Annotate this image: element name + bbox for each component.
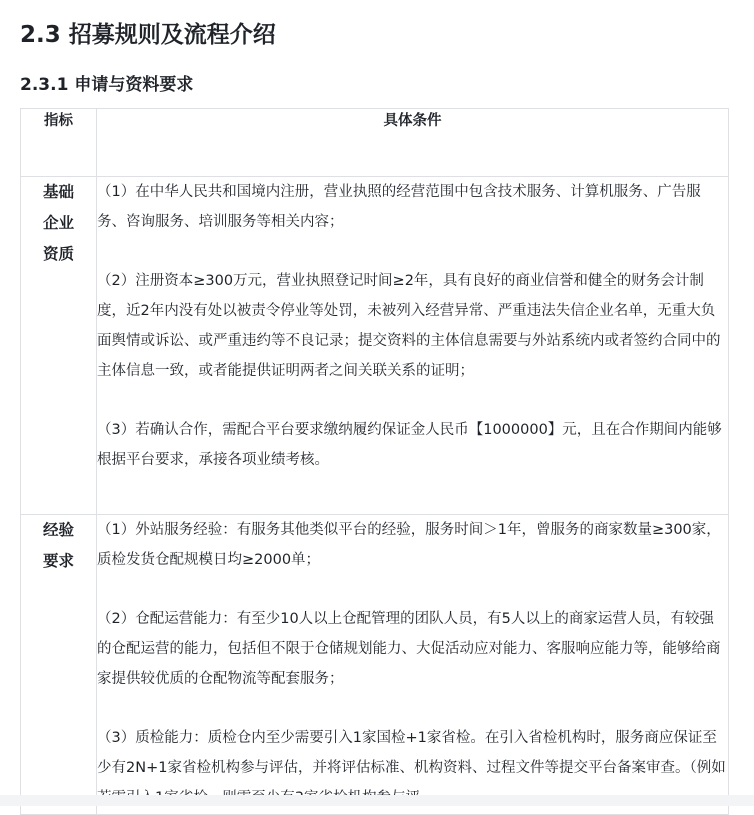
condition-item: （3）质检能力：质检仓内至少需要引入1家国检+1家省检。在引入省检机构时，服务商应保证至少有2N+1家省检机构参与评估，并将评估标准、机构资料、过程文件等提交平台备案审查。（例如 xyxy=(97,730,726,776)
section-title: 2.3 招募规则及流程介绍 xyxy=(20,22,276,48)
row-label-basic-qualification xyxy=(21,177,97,515)
condition-item: （1）在中华人民共和国境内注册，营业执照的经营范围中包含技术服务、计算机服务、广告服务、咨询服务、培训服务等相关内容； xyxy=(97,184,701,230)
table-row xyxy=(21,177,729,515)
row-label-line: 企业 xyxy=(42,214,74,232)
row-content-experience xyxy=(97,515,729,815)
row-label-line: 资质 xyxy=(42,245,74,263)
row-label-line: 要求 xyxy=(42,552,74,570)
condition-item: （1）外站服务经验：有服务其他类似平台的经验，服务时间＞1年，曾服务的商家数量≥300家，质检发货仓配规模日均≥2000单； xyxy=(97,522,721,568)
table-header-row xyxy=(21,109,729,177)
header-condition: 具体条件 xyxy=(97,109,729,177)
condition-item: （2）仓配运营能力：有至少10人以上仓配管理的团队人员，有5人以上的商家运营人员，有较强的仓配运营的能力，包括但不限于仓储规划能力、大促活动应对能力、客服响应能力等，能够给商家提供较优质的仓配物流等配套服务； xyxy=(97,611,721,687)
row-label-experience xyxy=(21,515,97,815)
condition-item: （2）注册资本≥300万元，营业执照登记时间≥2年，具有良好的商业信誉和健全的财务会计制度，近2年内没有处以被责令停业等处罚，未被列入经营异常、严重违法失信企业名单，无重大负面舆情或诉讼、或严重违约等不良记录；提交资料的主体信息需要与外站系统内或者签约合同中的主体信息一致，或者能提供证明两者之间关联关系的证明； xyxy=(97,273,721,379)
condition-item: （3）若确认合作，需配合平台要求缴纳履约保证金人民币【1000000】元，且在合作期间内能够根据平台要求，承接各项业绩考核。 xyxy=(97,422,722,468)
row-label-line: 经验 xyxy=(42,521,74,539)
row-content-basic-qualification xyxy=(97,177,729,515)
subsection-title: 2.3.1 申请与资料要求 xyxy=(20,75,194,95)
requirements-table xyxy=(20,108,729,815)
row-label-line: 基础 xyxy=(42,183,74,201)
bottom-scroll-edge xyxy=(0,795,754,806)
table-row xyxy=(21,515,729,815)
header-indicator: 指标 xyxy=(21,109,97,177)
